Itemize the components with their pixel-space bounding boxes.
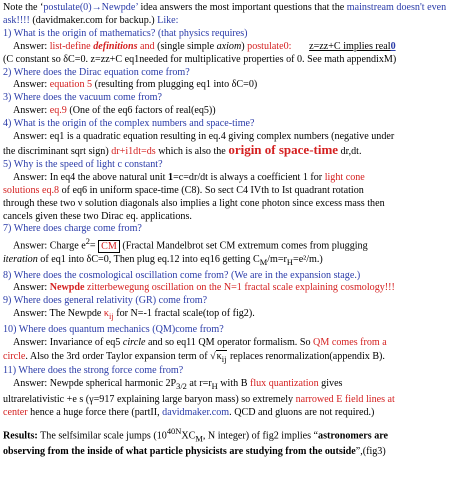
formula-zero: 0 xyxy=(390,40,396,52)
sqrt-kappa: $\kappa_{ij}$ xyxy=(216,350,227,364)
answer-10-cont: circle. Also the 3rd order Taylor expansion term of $√\kappa_{ij}$ replaces renormalization(appendix B). xyxy=(3,350,385,364)
answer-4: Answer: eq1 is a quadratic equation resulting in eq.4 giving complex numbers (negative under xyxy=(13,131,395,143)
question-9: 9) Where does general relativity (GR) come from? xyxy=(3,295,208,307)
answer-2: Answer: equation 5 (resulting from plugging eq1 into δC=0) xyxy=(13,79,258,91)
answer-11: Answer: Newpde spherical harmonic $2P_{3/2}$ at $r=r_H$ with B flux quantization gives xyxy=(13,377,343,391)
postulate-formula: z=zz+C implies real xyxy=(309,40,391,52)
answer-10: Answer: Invariance of eq5 circle and so eq11 QM operator formalism. So QM comes from a xyxy=(13,337,387,349)
answer-9: Answer: The Newpde $\kappa_{ij}$ for N=-1 fractal scale(top of fig2). xyxy=(13,308,255,322)
answer-8: Answer: Newpde zitterbewegung oscillation on the N=1 fractal scale explaining cosmology!!! xyxy=(13,282,395,294)
answer-11-cont: center hence a huge force there (partII, davidmaker.com. QCD and gluons are not required.) xyxy=(3,406,375,418)
space-time-highlight: origin of space-time xyxy=(228,141,339,157)
intro-paragraph xyxy=(3,2,470,28)
document-body xyxy=(3,2,470,459)
davidmaker-link[interactable]: davidmaker.com xyxy=(162,406,230,418)
question-2: 2) Where does the Dirac equation come from? xyxy=(3,66,190,78)
intro-text: Note the ‘ xyxy=(3,2,44,13)
answer-1-note: (C constant so δC=0. z=zz+C eq1needed for multiplicative properties of 0. See math appendixM) xyxy=(3,53,397,65)
results-paragraph: Results: The selfsimilar scale jumps ($10^{40N}XC_M$, N integer) of fig2 implies “astronomers are observing from the inside of what particle physicists are studying from the outside”,(fig3) xyxy=(3,426,389,457)
answer-4-cont: the discriminant sqrt sign) dr+i1dt=ds which is also the origin of space-time dr,dt. xyxy=(3,141,362,157)
answer-7-cont: iteration of eq1 into δC=0, Then plug eq.12 into eq16 getting $C_M/m=r_H=e^2/m$.) xyxy=(3,253,323,267)
answer-5: Answer: In eq4 the above natural unit 1=c=dr/dt is always a coefficient 1 for light cone xyxy=(13,171,365,183)
answer-11-cont: ultrarelativistic +e s (γ=917 explaining large baryon mass) so extremely narrowed E field lines at xyxy=(3,393,395,405)
answer-5-cont: through these two ν solution diagonals also implies a light cone photon since excess mass then xyxy=(3,197,385,209)
answer-5-cont: solutions eq.8 of eq6 in uniform space-time (C8). So sect C4 IVth to Ist quadrant rotation xyxy=(3,184,364,196)
cm-term: CM xyxy=(98,240,120,253)
question-10: 10) Where does quantum mechanics (QM)come from? xyxy=(3,324,224,336)
answer-5-cont: cancels given these two Dirac eq. applications. xyxy=(3,210,192,222)
question-8: 8) Where does the cosmological oscillation come from? (We are in the expansion stage.) xyxy=(3,269,361,281)
mainstream-phrase: mainstream doesn't even ask!!!! xyxy=(3,2,447,26)
intro-text: idea answers the most important questions that the xyxy=(137,2,347,13)
question-1: 1) What is the origin of mathematics? (that physics requires) xyxy=(3,27,248,39)
answer-7: Answer: Charge $e^2=$ CM (Fractal Mandelbrot set CM extremum comes from plugging xyxy=(13,237,368,252)
answer-1: Answer: list-define definitions and (single simple axiom) postulate0: z=zz+C implies real0 xyxy=(13,40,396,52)
like-label: Like: xyxy=(157,14,179,26)
postulate-term: postulate(0)→Newpde’ xyxy=(43,2,138,13)
question-7: 7) Where does charge come from? xyxy=(3,223,142,235)
answer-3: Answer: eq.9 (One of the eq6 factors of real(eq5)) xyxy=(13,105,216,117)
question-4: 4) What is the origin of the complex numbers and space-time? xyxy=(3,118,255,130)
question-3: 3) Where does the vacuum come from? xyxy=(3,92,163,104)
intro-text: (davidmaker.com for backup.) xyxy=(29,14,158,26)
question-11: 11) Where does the strong force come from? xyxy=(3,364,184,376)
results-label: Results: xyxy=(3,429,38,441)
question-5: 5) Why is the speed of light c constant? xyxy=(3,158,163,170)
